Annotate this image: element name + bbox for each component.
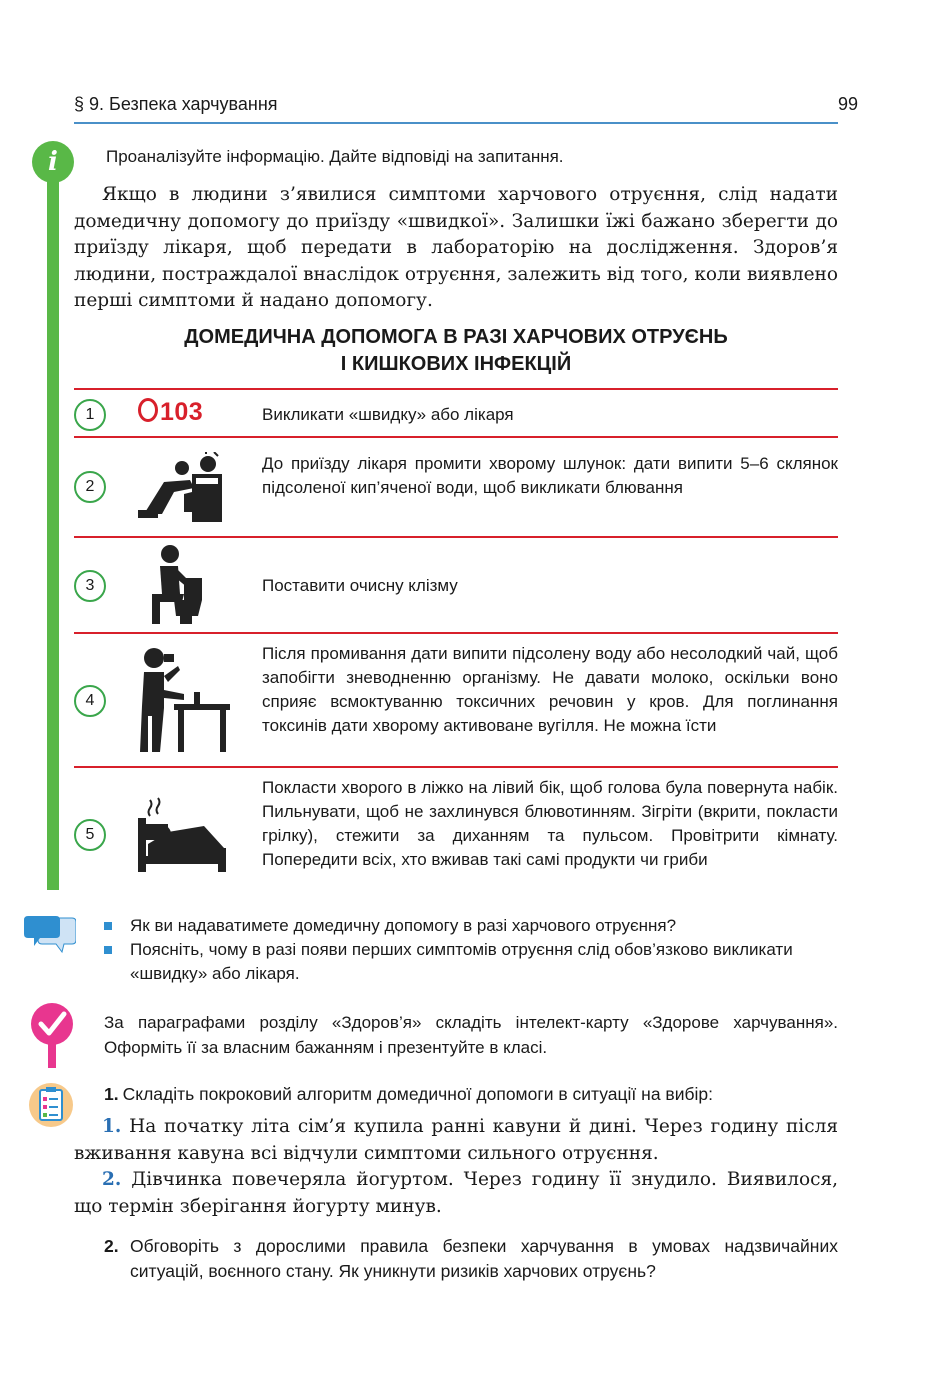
- table-title: ДОМЕДИЧНА ДОПОМОГА В РАЗІ ХАРЧОВИХ ОТРУЄНЬ І КИШКОВИХ ІНФЕКЦІЙ: [184, 326, 728, 375]
- checkmark-icon: [30, 1002, 74, 1068]
- exercise-2: 2. Обговоріть з дорослими правила безпеки харчування в умовах надзвичайних ситуацій, воєнного стану. Як уникнути ризиків харчових отруєнь?: [104, 1236, 838, 1281]
- step-text: Покласти хворого в ліжко на лівий бік, щоб голова була повернута набік. Пильнувати, щоб не захлинувся блювотинням. Зігріти (вкрити, покласти грілку), стежити за диханням та пульсом. Провітрити кімнату. Попередити всіх, хто вживав такі самі продукти чи гриби: [262, 778, 838, 869]
- table-row: [74, 388, 838, 436]
- exercise-cases: [74, 1114, 838, 1220]
- info-paragraph: Якщо в людини з’явилися симптоми харчового отруєння, слід надати домедичну допомогу до приїзду «швидкої». Залишки їжі бажано зберегти до приїзду лікаря, щоб передати в лабораторію на дослідження. Здоров’я людини, постраждалої внаслідок отруєння, залежить від того, коли виявлено перші симптоми й надано допомогу.: [74, 184, 838, 311]
- section-title: § 9. Безпека харчування: [74, 94, 278, 114]
- sick-in-bed-icon: [134, 796, 230, 872]
- phone-number: 103: [160, 398, 204, 426]
- step-number: 5: [74, 819, 106, 851]
- step-text: Поставити очисну клізму: [262, 576, 458, 595]
- case-1: 1. На початку літа сім’я купила ранні кавуни й дині. Через годину після вживання кавуна всі відчули симптоми сильного отруєння.: [74, 1116, 838, 1164]
- case-2: 2. Дівчинка повечеряла йогуртом. Через годину її знудило. Виявилося, що термін зберігання йогурту минув.: [74, 1169, 838, 1217]
- table-row: [74, 436, 838, 536]
- phone-icon: [138, 398, 203, 427]
- info-sidebar-bar: [47, 170, 59, 890]
- discussion-icon: [24, 912, 76, 956]
- question-list: [104, 914, 844, 986]
- table-row: [74, 632, 838, 766]
- page-header: [74, 94, 859, 124]
- first-aid-table: [74, 388, 838, 896]
- step-text: Після промивання дати випити підсолену воду або несолодкий чай, щоб запобігти зневодненню організму. Не давати молоко, оскільки воно сприяє всмоктуванню токсичних речовин у кров. Для поглинання токсинів дати хворому активоване вугілля. Не можна їсти: [262, 644, 838, 735]
- step-number: 2: [74, 471, 106, 503]
- task-text: За параграфами розділу «Здоров’я» складіть інтелект-карту «Здорове харчування». Оформіть її за власним бажанням і презентуйте в класі.: [104, 1013, 838, 1057]
- info-intro: Проаналізуйте інформацію. Дайте відповіді на запитання.: [106, 147, 564, 166]
- checklist-icon: [28, 1082, 74, 1128]
- step-number: 4: [74, 685, 106, 717]
- step-text: Викликати «швидку» або лікаря: [262, 405, 514, 424]
- vomiting-person-icon: [134, 452, 230, 524]
- info-icon: i: [32, 141, 74, 183]
- page-number: 99: [838, 94, 859, 114]
- step-number: 1: [74, 399, 106, 431]
- step-text: До приїзду лікаря промити хворому шлунок: дати випити 5–6 склянок підсоленої кип’яченої води, щоб викликати блювання: [262, 454, 838, 497]
- table-row: [74, 536, 838, 632]
- exercise-1: 1. Складіть покроковий алгоритм домедичної допомоги в ситуації на вибір:: [104, 1084, 713, 1104]
- drinking-person-icon: [134, 646, 230, 754]
- list-item: Поясніть, чому в разі появи перших симптомів отруєння слід обов’язково викликати «швидку» або лікаря.: [104, 938, 844, 986]
- list-item: Як ви надаватимете домедичну допомогу в разі харчового отруєння?: [104, 914, 844, 938]
- step-number: 3: [74, 570, 106, 602]
- table-row: [74, 766, 838, 896]
- toilet-person-icon: [134, 544, 214, 626]
